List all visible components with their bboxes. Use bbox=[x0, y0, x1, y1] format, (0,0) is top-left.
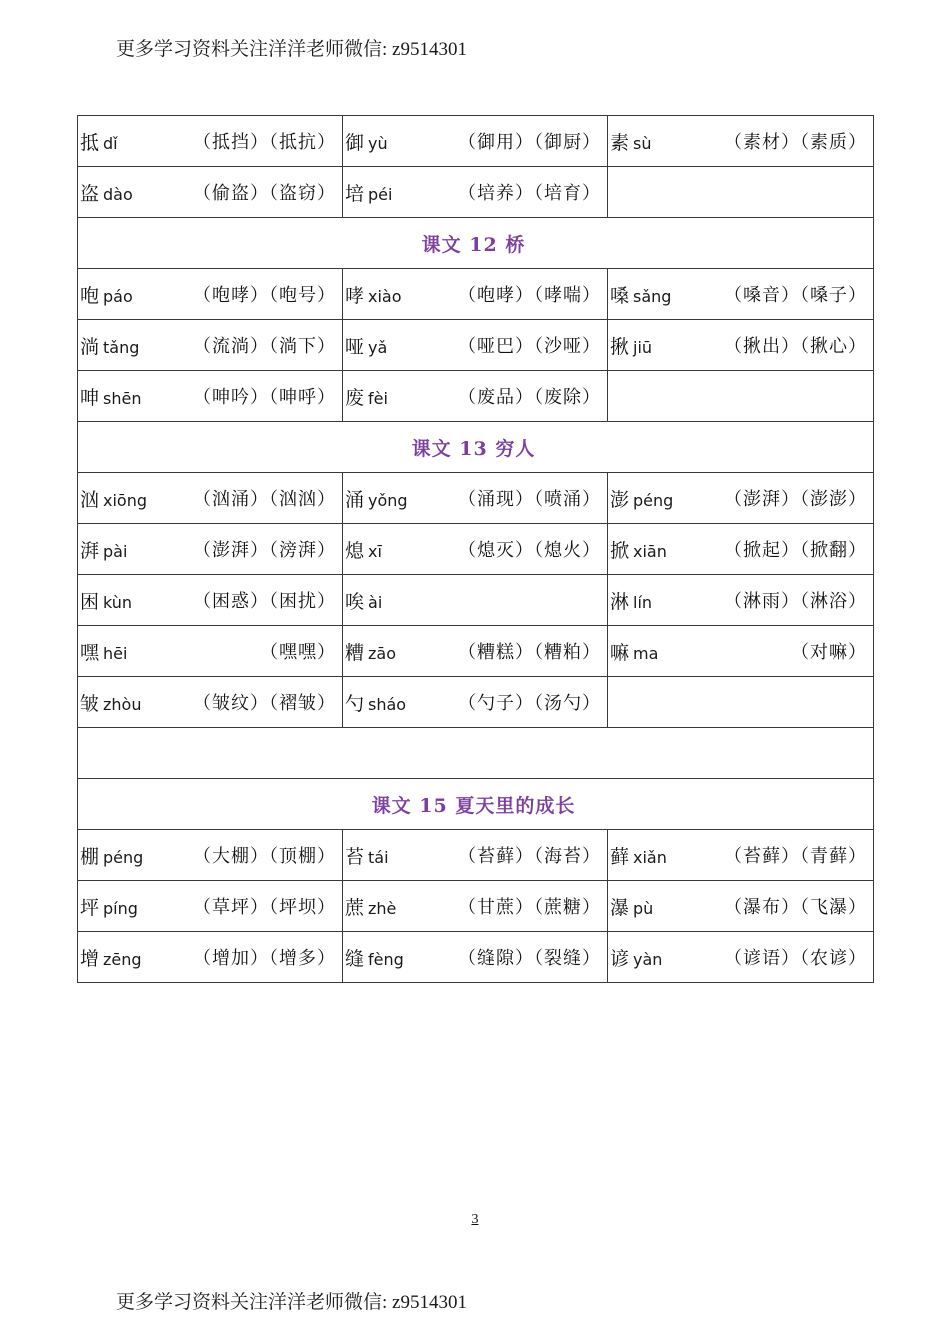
character: 澎 bbox=[610, 488, 630, 511]
character: 勺 bbox=[345, 692, 365, 715]
pinyin: ài bbox=[368, 592, 383, 612]
pinyin: yǒng bbox=[368, 490, 408, 510]
vocab-row bbox=[78, 269, 874, 320]
example-words: （哑巴）（沙哑） bbox=[458, 336, 601, 357]
vocab-row bbox=[78, 116, 874, 167]
character-entry bbox=[345, 587, 382, 614]
example-words: （糟糕）（糟粕） bbox=[458, 642, 601, 663]
vocab-cell bbox=[343, 677, 608, 728]
character-entry bbox=[345, 536, 382, 563]
pinyin: shēn bbox=[103, 388, 142, 408]
character: 素 bbox=[610, 131, 630, 154]
character-entry bbox=[345, 893, 396, 920]
character-entry bbox=[610, 332, 652, 359]
pinyin: fèi bbox=[368, 388, 388, 408]
example-words: （皱纹）（褶皱） bbox=[193, 693, 336, 714]
character-entry bbox=[80, 332, 139, 359]
pinyin: zhòu bbox=[103, 694, 142, 714]
lesson-title-row bbox=[78, 779, 874, 830]
example-words: （增加）（增多） bbox=[193, 948, 336, 969]
example-words: （咆哮）（咆号） bbox=[193, 285, 336, 306]
example-words: （培养）（培育） bbox=[458, 183, 601, 204]
character-entry bbox=[80, 281, 133, 308]
character: 嗓 bbox=[610, 284, 630, 307]
character-entry bbox=[610, 281, 671, 308]
example-words: （大棚）（顶棚） bbox=[193, 846, 336, 867]
vocab-cell bbox=[608, 269, 874, 320]
pinyin: ma bbox=[633, 643, 659, 663]
pinyin: pù bbox=[633, 898, 654, 918]
character-entry bbox=[610, 842, 667, 869]
example-words: （呻吟）（呻呼） bbox=[193, 387, 336, 408]
character: 咆 bbox=[80, 284, 100, 307]
character-entry bbox=[345, 842, 389, 869]
pinyin: yǎ bbox=[368, 337, 388, 357]
character-entry bbox=[80, 842, 143, 869]
character: 哑 bbox=[345, 335, 365, 358]
vocab-cell bbox=[608, 626, 874, 677]
pinyin: páo bbox=[103, 286, 133, 306]
pinyin: zāo bbox=[368, 643, 397, 663]
vocab-cell bbox=[78, 677, 343, 728]
character: 熄 bbox=[345, 539, 365, 562]
character: 湃 bbox=[80, 539, 100, 562]
character-entry bbox=[345, 944, 404, 971]
vocab-cell bbox=[608, 167, 874, 218]
example-words: （困惑）（困扰） bbox=[193, 591, 336, 612]
vocab-cell bbox=[343, 473, 608, 524]
example-words: （咆哮）（哮喘） bbox=[458, 285, 601, 306]
character: 盗 bbox=[80, 182, 100, 205]
character-entry bbox=[345, 128, 388, 155]
vocab-row bbox=[78, 371, 874, 422]
vocab-cell bbox=[78, 575, 343, 626]
vocab-cell bbox=[78, 269, 343, 320]
vocab-row bbox=[78, 320, 874, 371]
example-words: （抵挡）（抵抗） bbox=[193, 132, 336, 153]
vocabulary-table bbox=[77, 115, 874, 983]
character-entry bbox=[345, 638, 396, 665]
character: 困 bbox=[80, 590, 100, 613]
character: 汹 bbox=[80, 488, 100, 511]
example-words: （瀑布）（飞瀑） bbox=[724, 897, 867, 918]
character: 培 bbox=[345, 182, 365, 205]
example-words: （甘蔗）（蔗糖） bbox=[458, 897, 601, 918]
lesson-title: 课文 15 夏天里的成长 bbox=[78, 779, 874, 830]
pinyin: zhè bbox=[368, 898, 397, 918]
vocab-cell bbox=[608, 575, 874, 626]
pinyin: sù bbox=[633, 133, 652, 153]
pinyin: yàn bbox=[633, 949, 663, 969]
lesson-title-row bbox=[78, 218, 874, 269]
example-words: （苔藓）（青藓） bbox=[724, 846, 867, 867]
character-entry bbox=[345, 485, 408, 512]
character: 增 bbox=[80, 947, 100, 970]
pinyin: xiǎn bbox=[633, 847, 667, 867]
vocab-row bbox=[78, 881, 874, 932]
vocab-row bbox=[78, 830, 874, 881]
pinyin: zēng bbox=[103, 949, 142, 969]
character: 淌 bbox=[80, 335, 100, 358]
lesson-title: 课文 12 桥 bbox=[78, 218, 874, 269]
character: 缝 bbox=[345, 947, 365, 970]
example-words: （废品）（废除） bbox=[458, 387, 601, 408]
character-entry bbox=[80, 536, 127, 563]
character: 御 bbox=[345, 131, 365, 154]
character-entry bbox=[80, 638, 127, 665]
character-entry bbox=[610, 536, 667, 563]
character: 嘛 bbox=[610, 641, 630, 664]
character-entry bbox=[80, 587, 132, 614]
example-words: （草坪）（坪坝） bbox=[193, 897, 336, 918]
example-words: （掀起）（掀翻） bbox=[724, 540, 867, 561]
vocab-row bbox=[78, 473, 874, 524]
vocab-cell bbox=[78, 371, 343, 422]
character-entry bbox=[345, 281, 402, 308]
example-words: （偷盗）（盗窃） bbox=[193, 183, 336, 204]
example-words: （缝隙）（裂缝） bbox=[458, 948, 601, 969]
example-words: （嗓音）（嗓子） bbox=[724, 285, 867, 306]
example-words: （苔藓）（海苔） bbox=[458, 846, 601, 867]
character: 抵 bbox=[80, 131, 100, 154]
character-entry bbox=[80, 893, 138, 920]
character-entry bbox=[80, 179, 133, 206]
vocab-row bbox=[78, 932, 874, 983]
vocab-cell bbox=[78, 524, 343, 575]
pinyin: tái bbox=[368, 847, 389, 867]
character: 棚 bbox=[80, 845, 100, 868]
example-words: （淋雨）（淋浴） bbox=[724, 591, 867, 612]
pinyin: sǎng bbox=[633, 286, 672, 306]
character-entry bbox=[345, 332, 387, 359]
character-entry bbox=[80, 383, 141, 410]
pinyin: pài bbox=[103, 541, 128, 561]
vocab-cell bbox=[343, 626, 608, 677]
vocab-cell bbox=[608, 830, 874, 881]
pinyin: péng bbox=[633, 490, 674, 510]
character: 藓 bbox=[610, 845, 630, 868]
vocab-cell bbox=[78, 116, 343, 167]
example-words: （勺子）（汤勺） bbox=[458, 693, 601, 714]
header-watermark: 更多学习资料关注洋洋老师微信: z9514301 bbox=[116, 39, 467, 60]
vocab-cell bbox=[343, 881, 608, 932]
character: 揪 bbox=[610, 335, 630, 358]
vocab-cell bbox=[343, 269, 608, 320]
example-words: （谚语）（农谚） bbox=[724, 948, 867, 969]
vocab-cell bbox=[343, 932, 608, 983]
vocab-cell bbox=[78, 320, 343, 371]
pinyin: xiào bbox=[368, 286, 402, 306]
vocab-cell bbox=[78, 473, 343, 524]
example-words: （揪出）（揪心） bbox=[724, 336, 867, 357]
example-words: （嘿嘿） bbox=[260, 642, 336, 663]
vocab-row bbox=[78, 677, 874, 728]
vocab-cell bbox=[608, 524, 874, 575]
character: 瀑 bbox=[610, 896, 630, 919]
character-entry bbox=[610, 128, 652, 155]
vocab-cell bbox=[608, 932, 874, 983]
character-entry bbox=[345, 689, 406, 716]
vocab-cell bbox=[608, 881, 874, 932]
character: 唉 bbox=[345, 590, 365, 613]
character: 坪 bbox=[80, 896, 100, 919]
character: 废 bbox=[345, 386, 365, 409]
vocab-row bbox=[78, 167, 874, 218]
vocab-cell bbox=[608, 320, 874, 371]
character: 嘿 bbox=[80, 641, 100, 664]
vocab-row bbox=[78, 575, 874, 626]
example-words: （涌现）（喷涌） bbox=[458, 489, 601, 510]
pinyin: tǎng bbox=[103, 337, 140, 357]
example-words: （澎湃）（澎澎） bbox=[724, 489, 867, 510]
character: 糟 bbox=[345, 641, 365, 664]
character-entry bbox=[610, 944, 662, 971]
footer-watermark: 更多学习资料关注洋洋老师微信: z9514301 bbox=[116, 1292, 467, 1313]
example-words: （素材）（素质） bbox=[724, 132, 867, 153]
blank-cell bbox=[78, 728, 874, 779]
pinyin: péi bbox=[368, 184, 393, 204]
character-entry bbox=[610, 893, 653, 920]
character-entry bbox=[610, 587, 652, 614]
example-words: （流淌）（淌下） bbox=[193, 336, 336, 357]
pinyin: jiū bbox=[633, 337, 653, 357]
pinyin: hēi bbox=[103, 643, 128, 663]
vocab-cell bbox=[343, 116, 608, 167]
example-words: （汹涌）（汹汹） bbox=[193, 489, 336, 510]
vocab-row bbox=[78, 626, 874, 677]
character: 苔 bbox=[345, 845, 365, 868]
blank-row bbox=[78, 728, 874, 779]
pinyin: kùn bbox=[103, 592, 133, 612]
vocab-cell bbox=[78, 881, 343, 932]
vocab-cell bbox=[78, 167, 343, 218]
character: 涌 bbox=[345, 488, 365, 511]
example-words: （对嘛） bbox=[791, 642, 867, 663]
pinyin: dào bbox=[103, 184, 133, 204]
pinyin: xī bbox=[368, 541, 382, 561]
pinyin: píng bbox=[103, 898, 138, 918]
example-words: （熄灭）（熄火） bbox=[458, 540, 601, 561]
character-entry bbox=[610, 638, 658, 665]
example-words: （澎湃）（滂湃） bbox=[193, 540, 336, 561]
character-entry bbox=[80, 689, 141, 716]
vocab-cell bbox=[343, 371, 608, 422]
pinyin: xiān bbox=[633, 541, 667, 561]
pinyin: dǐ bbox=[103, 133, 118, 153]
lesson-title: 课文 13 穷人 bbox=[78, 422, 874, 473]
pinyin: péng bbox=[103, 847, 144, 867]
vocab-row bbox=[78, 524, 874, 575]
example-words: （御用）（御厨） bbox=[458, 132, 601, 153]
character: 哮 bbox=[345, 284, 365, 307]
vocab-cell bbox=[343, 575, 608, 626]
vocab-cell bbox=[608, 371, 874, 422]
vocab-cell bbox=[608, 677, 874, 728]
pinyin: sháo bbox=[368, 694, 407, 714]
page-number: 3 bbox=[471, 1212, 479, 1227]
pinyin: lín bbox=[633, 592, 653, 612]
character-entry bbox=[345, 179, 392, 206]
vocab-cell bbox=[343, 320, 608, 371]
character: 呻 bbox=[80, 386, 100, 409]
pinyin: fèng bbox=[368, 949, 404, 969]
vocab-cell bbox=[343, 524, 608, 575]
vocab-cell bbox=[608, 116, 874, 167]
lesson-title-row bbox=[78, 422, 874, 473]
character: 蔗 bbox=[345, 896, 365, 919]
character: 谚 bbox=[610, 947, 630, 970]
vocab-cell bbox=[343, 167, 608, 218]
vocab-cell bbox=[343, 830, 608, 881]
character-entry bbox=[80, 944, 142, 971]
character-entry bbox=[80, 485, 147, 512]
vocab-cell bbox=[78, 830, 343, 881]
character: 掀 bbox=[610, 539, 630, 562]
vocab-cell bbox=[78, 626, 343, 677]
character: 淋 bbox=[610, 590, 630, 613]
character: 皱 bbox=[80, 692, 100, 715]
character-entry bbox=[345, 383, 388, 410]
vocab-cell bbox=[608, 473, 874, 524]
character-entry bbox=[610, 485, 673, 512]
pinyin: yù bbox=[368, 133, 388, 153]
pinyin: xiōng bbox=[103, 490, 148, 510]
vocab-cell bbox=[78, 932, 343, 983]
character-entry bbox=[80, 128, 118, 155]
